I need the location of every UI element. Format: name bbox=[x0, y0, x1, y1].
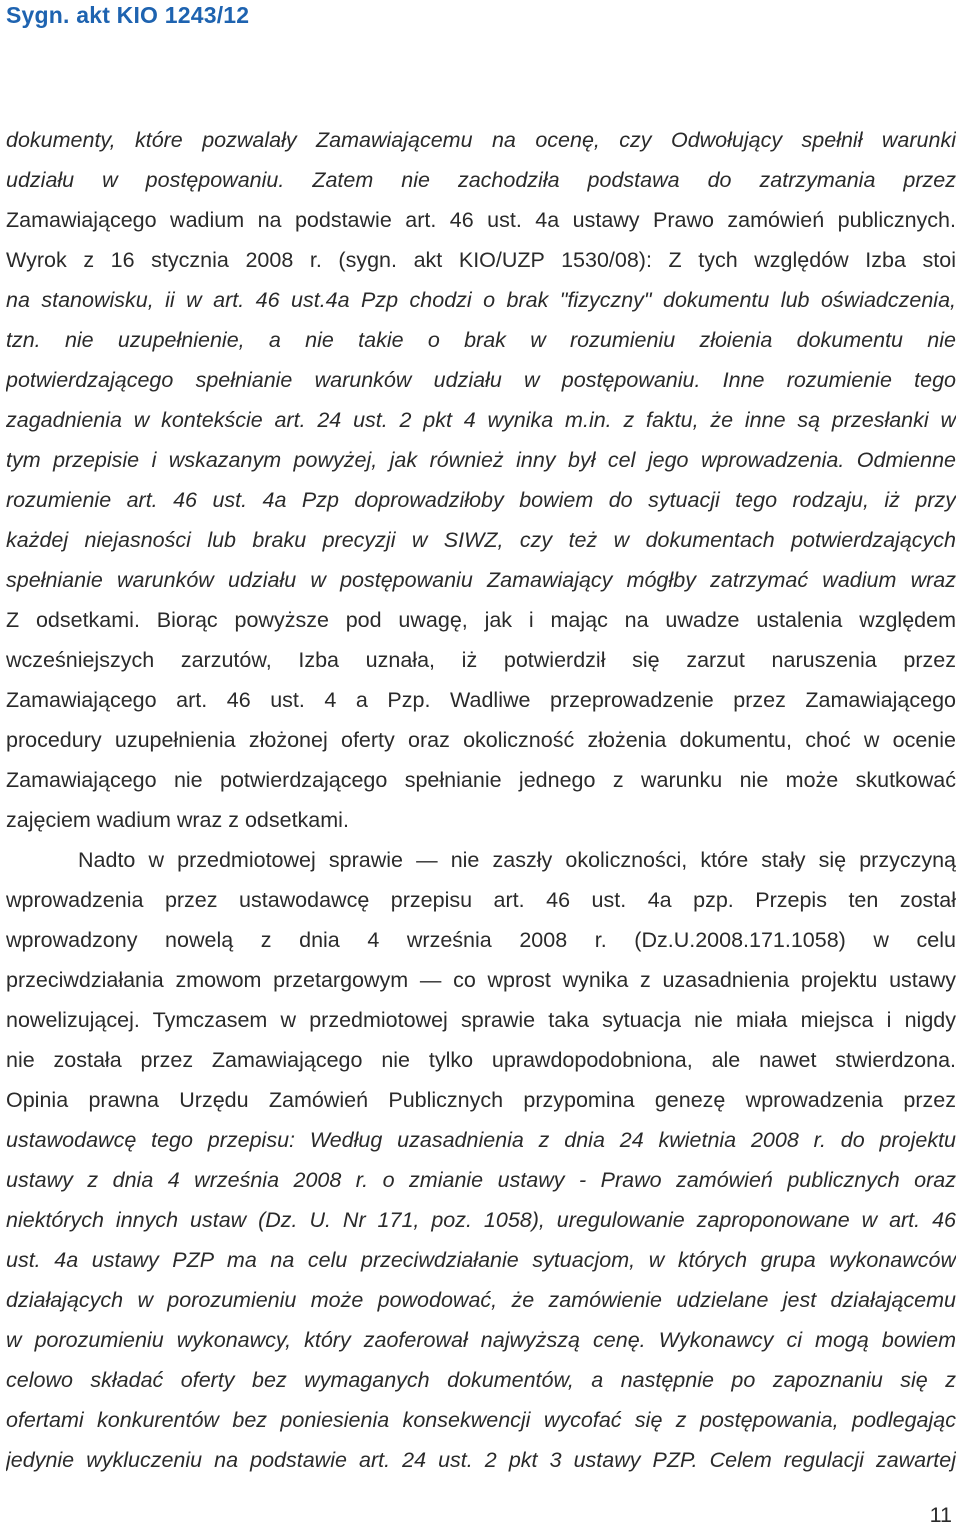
text-line: każdej niejasności lub braku precyzji w SIWZ, czy też w dokumentach potwierdzających bbox=[6, 528, 956, 552]
text-line: działających w porozumieniu może powodować, że zamówienie udzielane jest działającemu bbox=[6, 1288, 956, 1312]
text-line: Opinia prawna Urzędu Zamówień Publicznych przypomina genezę wprowadzenia przez bbox=[6, 1088, 956, 1112]
text-line: Zamawiającego nie potwierdzającego spełnianie jednego z warunku nie może skutkować bbox=[6, 768, 956, 792]
text-line: jedynie wykluczeniu na podstawie art. 24 ust. 2 pkt 3 ustawy PZP. Celem regulacji zawartej bbox=[6, 1448, 956, 1472]
text-line: nowelizującej. Tymczasem w przedmiotowej sprawie taka sytuacja nie miała miejsca i nigdy bbox=[6, 1008, 956, 1032]
text-line: spełnianie warunków udziału w postępowaniu Zamawiający mógłby zatrzymać wadium wraz bbox=[6, 568, 956, 592]
text-line: Wyrok z 16 stycznia 2008 r. (sygn. akt KIO/UZP 1530/08): Z tych względów Izba stoi bbox=[6, 248, 956, 272]
page-number: 11 bbox=[929, 1503, 952, 1527]
text-line: Zamawiającego art. 46 ust. 4 a Pzp. Wadliwe przeprowadzenie przez Zamawiającego bbox=[6, 688, 956, 712]
text-line: potwierdzającego spełnianie warunków udziału w postępowaniu. Inne rozumienie tego bbox=[6, 368, 956, 392]
text-line: zagadnienia w kontekście art. 24 ust. 2 pkt 4 wynika m.in. z faktu, że inne są przesłanki w bbox=[6, 408, 956, 432]
text-line: zajęciem wadium wraz z odsetkami. bbox=[6, 808, 349, 832]
text-line: rozumienie art. 46 ust. 4a Pzp doprowadziłoby bowiem do sytuacji tego rodzaju, iż przy bbox=[6, 488, 956, 512]
text-line: przeciwdziałania zmowom przetargowym — co wprost wynika z uzasadnienia projektu ustawy bbox=[6, 968, 956, 992]
text-line: wprowadzony nowelą z dnia 4 września 2008 r. (Dz.U.2008.171.1058) w celu bbox=[6, 928, 956, 952]
text-line: procedury uzupełnienia złożonej oferty oraz okoliczność złożenia dokumentu, choć w ocenie bbox=[6, 728, 956, 752]
text-line: udziału w postępowaniu. Zatem nie zachodziła podstawa do zatrzymania przez bbox=[6, 168, 956, 192]
text-line: ofertami konkurentów bez poniesienia konsekwencji wycofać się z postępowania, podlegając bbox=[6, 1408, 956, 1432]
text-line: tym przepisie i wskazanym powyżej, jak również inny był cel jego wprowadzenia. Odmienne bbox=[6, 448, 956, 472]
text-line: na stanowisku, ii w art. 46 ust.4a Pzp chodzi o brak "fizyczny" dokumentu lub oświadczenia, bbox=[6, 288, 956, 312]
text-line: niektórych innych ustaw (Dz. U. Nr 171, poz. 1058), uregulowanie zaproponowane w art. 46 bbox=[6, 1208, 956, 1232]
text-line: ustawodawcę tego przepisu: Według uzasadnienia z dnia 24 kwietnia 2008 r. do projektu bbox=[6, 1128, 956, 1152]
text-line: Z odsetkami. Biorąc powyższe pod uwagę, jak i mając na uwadze ustalenia względem bbox=[6, 608, 956, 632]
case-reference-header: Sygn. akt KIO 1243/12 bbox=[6, 2, 250, 28]
text-line: w porozumieniu wykonawcy, który zaoferował najwyższą cenę. Wykonawcy ci mogą bowiem bbox=[6, 1328, 956, 1352]
text-line: nie została przez Zamawiającego nie tylko uprawdopodobniona, ale nawet stwierdzona. bbox=[6, 1048, 956, 1072]
text-line: dokumenty, które pozwalały Zamawiającemu na ocenę, czy Odwołujący spełnił warunki bbox=[6, 128, 956, 152]
text-line: Nadto w przedmiotowej sprawie — nie zaszły okoliczności, które stały się przyczyną bbox=[78, 848, 956, 872]
text-line: wcześniejszych zarzutów, Izba uznała, iż potwierdził się zarzut naruszenia przez bbox=[6, 648, 956, 672]
text-line: wprowadzenia przez ustawodawcę przepisu art. 46 ust. 4a pzp. Przepis ten został bbox=[6, 888, 956, 912]
text-line: celowo składać oferty bez wymaganych dokumentów, a następnie po zapoznaniu się z bbox=[6, 1368, 956, 1392]
text-line: Zamawiającego wadium na podstawie art. 46 ust. 4a ustawy Prawo zamówień publicznych. bbox=[6, 208, 956, 232]
text-line: tzn. nie uzupełnienie, a nie takie o brak w rozumieniu złoienia dokumentu nie bbox=[6, 328, 956, 352]
text-line: ustawy z dnia 4 września 2008 r. o zmianie ustawy - Prawo zamówień publicznych oraz bbox=[6, 1168, 956, 1192]
document-body bbox=[6, 120, 956, 1480]
text-line: ust. 4a ustawy PZP ma na celu przeciwdziałanie sytuacjom, w których grupa wykonawców bbox=[6, 1248, 956, 1272]
